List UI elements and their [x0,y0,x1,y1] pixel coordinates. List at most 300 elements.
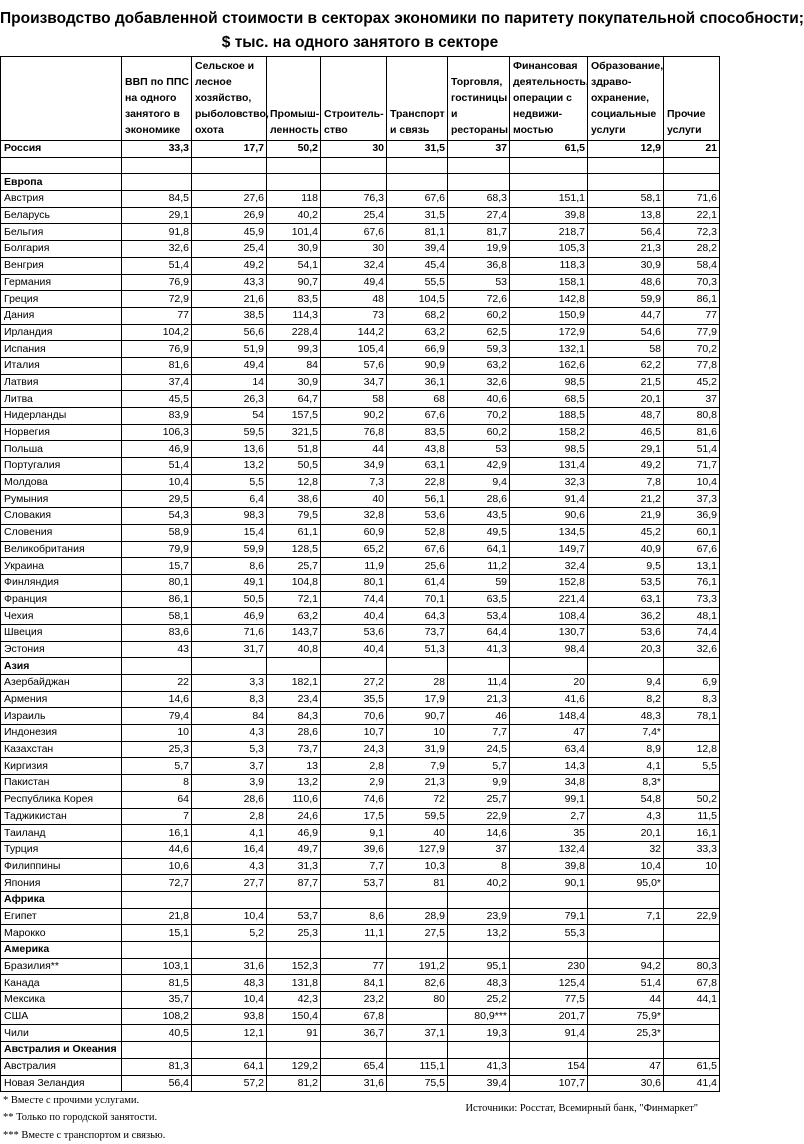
table-cell: 49,4 [321,274,387,291]
footnotes [0,1092,720,1144]
table-cell: 31,5 [387,207,448,224]
row-label: Чехия [1,608,122,625]
table-cell: 21,9 [588,508,664,525]
table-cell: 72,6 [448,291,510,308]
table-cell: 80,3 [664,958,720,975]
table-cell: 31,9 [387,741,448,758]
row-label: Африка [1,891,122,908]
table-cell [321,157,387,174]
table-cell: 14,3 [510,758,588,775]
row-label: Канада [1,975,122,992]
table-cell [510,174,588,191]
table-cell: 59,5 [387,808,448,825]
table-cell: 37,3 [664,491,720,508]
table-cell: 221,4 [510,591,588,608]
table-cell: 86,1 [664,291,720,308]
table-cell: 20,3 [588,641,664,658]
table-cell [192,891,267,908]
table-cell: 76,1 [664,574,720,591]
table-cell [387,658,448,675]
table-row [1,241,720,258]
table-cell [321,174,387,191]
table-cell [192,174,267,191]
table-cell: 44,7 [588,307,664,324]
table-cell: 53,5 [588,574,664,591]
table-row [1,224,720,241]
table-cell: 60,9 [321,524,387,541]
table-cell: 25,3* [588,1025,664,1042]
row-label: Германия [1,274,122,291]
table-cell: 27,2 [321,675,387,692]
row-label: Казахстан [1,741,122,758]
table-cell: 20,1 [588,391,664,408]
row-label: Италия [1,357,122,374]
table-cell [122,174,192,191]
table-cell: 132,1 [510,341,588,358]
table-cell: 73 [321,307,387,324]
table-cell: 35 [510,825,588,842]
table-cell: 95,0* [588,875,664,892]
table-cell: 105,3 [510,241,588,258]
table-cell: 25,2 [448,992,510,1009]
table-cell: 22 [122,675,192,692]
table-cell [588,891,664,908]
table-cell: 7 [122,808,192,825]
table-cell: 25,3 [122,741,192,758]
table-cell: 40,9 [588,541,664,558]
table-cell: 182,1 [267,675,321,692]
table-cell: 50,2 [664,791,720,808]
table-row [1,858,720,875]
row-label: Дания [1,307,122,324]
row-label: Таджикистан [1,808,122,825]
footnote-2: ** Только по городской занятости. [3,1112,158,1124]
table-cell: 7,4* [588,725,664,742]
table-cell: 12,8 [664,741,720,758]
table-cell: 108,2 [122,1008,192,1025]
table-cell: 10,4 [122,474,192,491]
table-cell: 7,7 [321,858,387,875]
table-cell: 43,5 [448,508,510,525]
table-cell [664,925,720,942]
table-cell: 56,1 [387,491,448,508]
table-cell: 16,4 [192,841,267,858]
table-cell: 38,6 [267,491,321,508]
table-cell: 11,1 [321,925,387,942]
row-label: Япония [1,875,122,892]
row-label: Греция [1,291,122,308]
table-cell: 12,8 [267,474,321,491]
table-cell: 77,9 [664,324,720,341]
table-cell: 54 [192,408,267,425]
table-cell: 60,2 [448,307,510,324]
table-cell: 91 [267,1025,321,1042]
table-cell: 76,3 [321,191,387,208]
table-cell: 8,3 [192,691,267,708]
table-row [1,808,720,825]
table-cell: 20 [510,675,588,692]
table-cell: 39,8 [510,858,588,875]
table-cell: 107,7 [510,1075,588,1092]
table-cell: 53,7 [267,908,321,925]
table-cell: 8,9 [588,741,664,758]
table-cell: 11,2 [448,558,510,575]
table-cell: 43,8 [387,441,448,458]
table-cell: 43,3 [192,274,267,291]
table-cell: 30,9 [267,374,321,391]
header-trade: Торговля, гостиницы и рестораны [448,57,510,141]
table-cell [122,942,192,959]
table-cell: 59,9 [192,541,267,558]
table-cell: 80 [387,992,448,1009]
table-cell: 5,7 [122,758,192,775]
table-cell: 56,4 [588,224,664,241]
table-cell: 53,7 [321,875,387,892]
table-cell: 37 [448,141,510,158]
table-cell: 5,5 [192,474,267,491]
table-cell: 22,9 [448,808,510,825]
table-cell: 54,6 [588,324,664,341]
table-cell: 17,7 [192,141,267,158]
row-label: Франция [1,591,122,608]
table-cell: 53,6 [588,624,664,641]
table-cell: 49,7 [267,841,321,858]
table-cell: 70,6 [321,708,387,725]
table-cell: 90,7 [267,274,321,291]
table-row [1,908,720,925]
table-cell: 28,6 [267,725,321,742]
table-cell: 62,5 [448,324,510,341]
table-cell [510,658,588,675]
table-cell [321,891,387,908]
table-cell [510,891,588,908]
table-cell: 40,4 [321,608,387,625]
table-cell: 27,4 [448,207,510,224]
table-cell: 80,1 [122,574,192,591]
table-cell: 49,2 [192,257,267,274]
header-education: Образование, здраво-охранение, социальные услуги [588,57,664,141]
header-transport: Транспорт и связь [387,57,448,141]
table-cell: 9,9 [448,775,510,792]
table-cell: 71,6 [664,191,720,208]
footnote-3: *** Вместе с транспортом и связью. [3,1129,166,1141]
table-cell: 48,7 [588,408,664,425]
table-row [1,324,720,341]
table-cell [588,1042,664,1059]
table-cell [664,1008,720,1025]
table-cell: 27,5 [387,925,448,942]
table-cell: 21,5 [588,374,664,391]
table-cell: 37 [448,841,510,858]
table-cell: 75,9* [588,1008,664,1025]
row-label: Израиль [1,708,122,725]
table-cell: 17,5 [321,808,387,825]
table-cell: 66,9 [387,341,448,358]
table-cell: 125,4 [510,975,588,992]
table-cell: 45,2 [664,374,720,391]
table-cell [664,157,720,174]
table-cell: 10,7 [321,725,387,742]
table-row [1,408,720,425]
table-cell: 51,8 [267,441,321,458]
table-cell: 53,6 [387,508,448,525]
table-cell: 58 [588,341,664,358]
row-label: Беларусь [1,207,122,224]
table-cell: 2,9 [321,775,387,792]
table-cell: 25,4 [192,241,267,258]
table-cell: 68 [387,391,448,408]
table-cell: 38,5 [192,307,267,324]
table-cell: 46,9 [267,825,321,842]
row-label: США [1,1008,122,1025]
table-cell: 157,5 [267,408,321,425]
table-cell: 63,2 [267,608,321,625]
table-cell: 45,9 [192,224,267,241]
table-cell: 30,9 [588,257,664,274]
table-cell: 63,1 [387,458,448,475]
table-cell: 90,9 [387,357,448,374]
table-cell: 132,4 [510,841,588,858]
table-cell: 9,4 [588,675,664,692]
header-country [1,57,122,141]
table-cell: 49,2 [588,458,664,475]
table-cell: 59,3 [448,341,510,358]
table-cell: 21,6 [192,291,267,308]
table-cell [321,658,387,675]
row-label: Бразилия** [1,958,122,975]
table-cell: 10,4 [664,474,720,491]
header-row [1,57,720,141]
title-line-2: $ тыс. на одного занятого в секторе [221,34,499,51]
table-cell: 8,6 [192,558,267,575]
table-cell: 8 [122,775,192,792]
table-cell: 12,9 [588,141,664,158]
table-cell: 61,4 [387,574,448,591]
table-cell: 53 [448,274,510,291]
table-cell: 76,9 [122,341,192,358]
row-label: Нидерланды [1,408,122,425]
table-row [1,958,720,975]
table-row [1,1025,720,1042]
table-cell: 11,4 [448,675,510,692]
row-label: Латвия [1,374,122,391]
table-cell: 8,2 [588,691,664,708]
row-label: Швеция [1,624,122,641]
table-cell: 9,5 [588,558,664,575]
table-cell: 201,7 [510,1008,588,1025]
table-cell: 39,8 [510,207,588,224]
header-finance: Финансовая деятельность, операции с недвижи-мостью [510,57,588,141]
table-cell: 158,1 [510,274,588,291]
table-cell [664,942,720,959]
table-cell: 28,6 [448,491,510,508]
table-cell: 63,1 [588,591,664,608]
header-agriculture: Сельское и лесное хозяйство, рыболовство, охота [192,57,267,141]
table-cell: 84 [267,357,321,374]
table-cell: 68,5 [510,391,588,408]
table-cell: 36,7 [321,1025,387,1042]
table-cell: 39,6 [321,841,387,858]
table-cell: 58,4 [664,257,720,274]
table-row [1,992,720,1009]
table-cell: 98,3 [192,508,267,525]
row-label: Азербайджан [1,675,122,692]
table-row [1,357,720,374]
row-label: Киргизия [1,758,122,775]
table-row [1,291,720,308]
table-cell [192,658,267,675]
table-cell [664,875,720,892]
table-cell: 11,5 [664,808,720,825]
table-cell: 13 [267,758,321,775]
table-cell: 14,6 [122,691,192,708]
table-cell: 42,9 [448,458,510,475]
table-cell: 90,7 [387,708,448,725]
table-cell [448,1042,510,1059]
table-cell: 48 [321,291,387,308]
table-cell: 22,9 [664,908,720,925]
row-label: Словения [1,524,122,541]
table-cell: 105,4 [321,341,387,358]
table-cell: 2,7 [510,808,588,825]
table-cell: 154 [510,1058,588,1075]
table-body [1,141,720,1092]
table-cell: 129,2 [267,1058,321,1075]
table-cell: 74,4 [321,591,387,608]
row-label: Таиланд [1,825,122,842]
table-cell: 72 [387,791,448,808]
table-cell: 24,5 [448,741,510,758]
table-cell: 59,9 [588,291,664,308]
row-label [1,157,122,174]
table-cell: 51,4 [122,458,192,475]
table-cell: 71,6 [192,624,267,641]
table-row [1,474,720,491]
table-cell [448,891,510,908]
table-cell: 9,4 [448,474,510,491]
table-cell: 3,9 [192,775,267,792]
row-label: Венгрия [1,257,122,274]
table-cell: 118 [267,191,321,208]
table-cell: 28,6 [192,791,267,808]
table-cell [267,891,321,908]
table-cell [267,942,321,959]
table-cell: 115,1 [387,1058,448,1075]
table-cell: 59,5 [192,424,267,441]
table-row [1,458,720,475]
table-cell: 84 [192,708,267,725]
table-cell: 77,8 [664,357,720,374]
table-cell: 15,4 [192,524,267,541]
table-cell: 56,4 [122,1075,192,1092]
table-cell: 22,8 [387,474,448,491]
table-cell: 41,3 [448,1058,510,1075]
row-label: Америка [1,942,122,959]
table-cell: 98,5 [510,374,588,391]
table-cell: 10,4 [192,992,267,1009]
row-label: Румыния [1,491,122,508]
table-cell [588,925,664,942]
table-cell: 80,9*** [448,1008,510,1025]
table-cell: 162,6 [510,357,588,374]
table-cell: 31,6 [192,958,267,975]
table-cell: 8,3* [588,775,664,792]
table-cell: 34,9 [321,458,387,475]
table-row [1,1075,720,1092]
row-label: Австралия [1,1058,122,1075]
table-cell: 10,4 [192,908,267,925]
table-cell: 37,4 [122,374,192,391]
table-cell: 114,3 [267,307,321,324]
table-cell: 79,1 [510,908,588,925]
row-label: Чили [1,1025,122,1042]
table-cell: 10,3 [387,858,448,875]
table-cell: 57,6 [321,357,387,374]
table-cell: 5,7 [448,758,510,775]
table-cell: 36,8 [448,257,510,274]
table-cell: 64 [122,791,192,808]
table-row [1,191,720,208]
table-cell: 23,2 [321,992,387,1009]
table-cell: 90,6 [510,508,588,525]
table-cell: 151,1 [510,191,588,208]
table-cell: 70,3 [664,274,720,291]
table-cell: 54,3 [122,508,192,525]
table-cell: 21 [664,141,720,158]
row-label: Филиппины [1,858,122,875]
table-cell: 77,5 [510,992,588,1009]
row-label: Марокко [1,925,122,942]
table-cell: 13,8 [588,207,664,224]
table-cell: 67,6 [321,224,387,241]
table-cell [588,658,664,675]
table-cell: 84,3 [267,708,321,725]
table-cell [122,157,192,174]
table-row [1,641,720,658]
table-cell [510,157,588,174]
table-cell: 94,2 [588,958,664,975]
table-row [1,558,720,575]
table-cell: 51,4 [588,975,664,992]
table-cell: 40,4 [321,641,387,658]
table-cell: 17,9 [387,691,448,708]
table-cell: 25,3 [267,925,321,942]
table-cell: 74,4 [664,624,720,641]
table-cell [192,157,267,174]
table-cell: 40,8 [267,641,321,658]
table-cell: 143,7 [267,624,321,641]
table-cell [387,1008,448,1025]
table-cell: 58,1 [122,608,192,625]
table-cell: 21,3 [387,775,448,792]
table-cell: 14,6 [448,825,510,842]
table-cell [267,658,321,675]
table-cell: 63,2 [448,357,510,374]
table-cell: 53,4 [448,608,510,625]
table-row [1,508,720,525]
table-cell [448,658,510,675]
table-cell: 32,6 [664,641,720,658]
table-cell: 64,1 [192,1058,267,1075]
table-cell: 10 [664,858,720,875]
table-cell: 54,8 [588,791,664,808]
table-cell: 32,8 [321,508,387,525]
table-cell: 65,2 [321,541,387,558]
table-cell: 56,6 [192,324,267,341]
table-cell: 40,5 [122,1025,192,1042]
table-cell: 64,3 [387,608,448,625]
table-cell: 131,4 [510,458,588,475]
